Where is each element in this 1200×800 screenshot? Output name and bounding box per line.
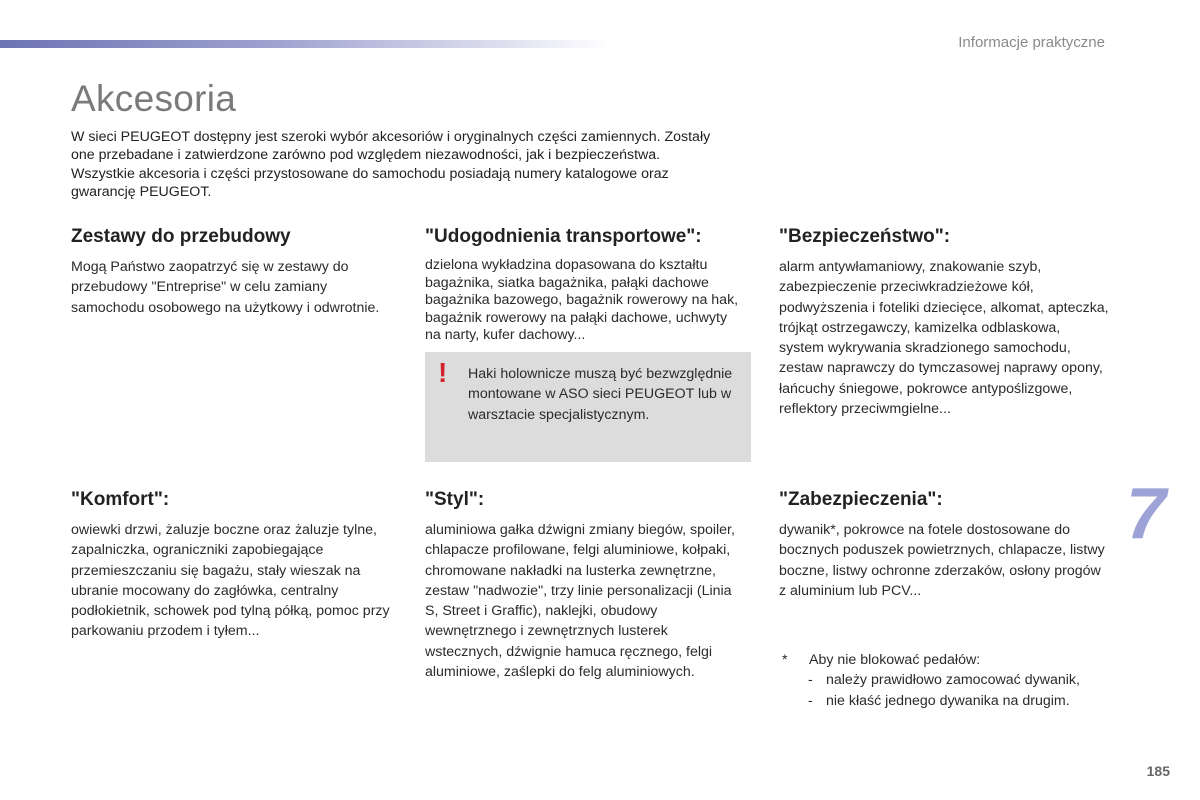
section-body: dywanik*, pokrowce na fotele dostosowane do bocznych poduszek powietrznych, chlapacze, listwy boczne, listwy ochronne zderzaków, osłony progów z aluminium lub PCV...: [779, 522, 1105, 599]
section-body: dzielona wykładzina dopasowana do kształtu bagażnika, siatka bagażnika, pałąki dachowe bagażnika bazowego, bagażnik rowerowy na hak, bagażnik rowerowy na pałąki dachowe, uchwyty na narty, kufer dachowy...: [425, 257, 739, 343]
page-number: 185: [1146, 763, 1170, 779]
footnote: [782, 650, 1122, 711]
intro-text: [71, 128, 731, 201]
footnote-item: nie kłaść jednego dywanika na drugim.: [826, 692, 1070, 709]
section-body: owiewki drzwi, żaluzje boczne oraz żaluzje tylne, zapalniczka, ograniczniki zapobiegające przemieszczaniu się bagażu, stały wieszak na ubranie mocowany do zagłówka, centralny podłokietnik, schowek pod tylną półką, pomoc przy parkowaniu przodem i tyłem...: [71, 522, 390, 640]
section-protection: [779, 489, 1109, 601]
header-accent-bar: [0, 40, 610, 48]
intro-paragraph: Wszystkie akcesoria i części przystosowane do samochodu posiadają numery katalogowe oraz gwarancję PEUGEOT.: [71, 165, 669, 200]
section-heading: "Zabezpieczenia":: [779, 489, 943, 510]
section-transport: [425, 226, 740, 345]
section-body: aluminiowa gałka dźwigni zmiany biegów, spoiler, chlapacze profilowane, felgi aluminiowe, kołpaki, chromowane nakładki na lusterka zewnętrzne, zestaw "nadwozie", trzy linie personalizacji (Linia S, Street i Graffic), naklejki, obudowy wewnętrznego i zewnętrznych lusterek wstecznych, dźwignie hamuca ręcznego, felgi aluminiowe, zaślepki do felg aluminiowych.: [425, 522, 735, 681]
section-heading: "Styl":: [425, 489, 485, 510]
warning-box: [425, 352, 751, 462]
footnote-marker: *: [782, 652, 788, 668]
footnote-dash: -: [808, 672, 813, 689]
section-heading: "Bezpieczeństwo":: [779, 226, 951, 247]
section-heading: "Udogodnienia transportowe":: [425, 226, 702, 247]
section-heading: "Komfort":: [71, 489, 170, 510]
section-comfort: [71, 489, 396, 642]
footnote-dash: -: [808, 692, 813, 709]
warning-text: Haki holownicze muszą być bezwzględnie montowane w ASO sieci PEUGEOT lub w warsztacie specjalistycznym.: [468, 366, 733, 423]
chapter-number: 7: [1126, 474, 1167, 554]
chapter-title: Informacje praktyczne: [958, 34, 1105, 51]
page-title: Akcesoria: [71, 78, 237, 119]
section-conversion-kits: [71, 226, 381, 318]
footnote-item: należy prawidłowo zamocować dywanik,: [826, 672, 1080, 689]
footnote-text: Aby nie blokować pedałów:: [809, 652, 981, 668]
section-heading: Zestawy do przebudowy: [71, 226, 291, 247]
intro-paragraph: W sieci PEUGEOT dostępny jest szeroki wybór akcesoriów i oryginalnych części zamiennych. Zostały one przebadane i zatwierdzone zarówno pod względem niezawodności, jak i bezpieczeństwa.: [71, 129, 711, 164]
section-body: Mogą Państwo zaopatrzyć się w zestawy do przebudowy "Entreprise" w celu zamiany samochodu osobowego na użytkowy i odwrotnie.: [71, 259, 380, 316]
exclamation-icon: !: [438, 357, 448, 388]
section-body: alarm antywłamaniowy, znakowanie szyb, zabezpieczenie przeciwkradzieżowe kół, podwyższenia i foteliki dziecięce, alkomat, apteczka, trójkąt ostrzegawczy, kamizelka odblaskowa, system wykrywania skradzionego samochodu, zestaw naprawczy do tymczasowej naprawy opony, łańcuchy śniegowe, pokrowce antypoślizgowe, reflektory przeciwmgielne...: [779, 259, 1109, 418]
section-style: [425, 489, 740, 682]
section-safety: [779, 226, 1109, 419]
